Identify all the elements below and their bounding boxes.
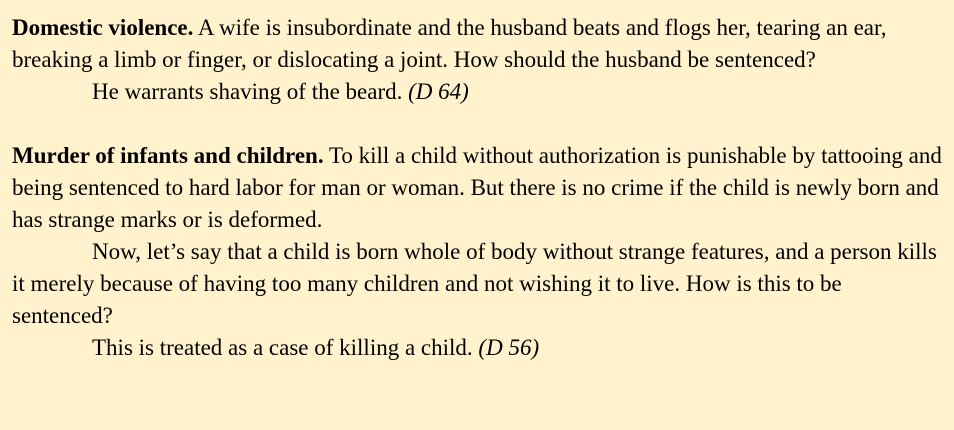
followup-paragraph: [12, 236, 942, 332]
question-paragraph: [12, 140, 942, 236]
section-murder-of-infants: [12, 140, 942, 364]
question-text: To kill a child without authorization is punishable by tattooing and being sentenced to hard labor for man or woman. But there is no crime if the child is newly born and has strange marks or is deformed.: [12, 143, 942, 232]
section-domestic-violence: [12, 12, 942, 108]
citation: (D 56): [478, 335, 540, 360]
document-page: [12, 12, 942, 364]
section-heading: Murder of infants and children.: [12, 143, 324, 168]
question-text: A wife is insubordinate and the husband beats and flogs her, tearing an ear, breaking a limb or finger, or dislocating a joint. How should the husband be sentenced?: [12, 15, 887, 72]
citation: (D 64): [408, 79, 469, 104]
answer-text: He warrants shaving of the beard.: [92, 79, 409, 104]
answer-paragraph: [12, 76, 942, 108]
answer-paragraph: [12, 332, 942, 364]
followup-text: Now, let’s say that a child is born whole of body without strange features, and a person kills it merely because of having too many children and not wishing it to live. How is this to be sentenced?: [12, 239, 937, 328]
answer-text: This is treated as a case of killing a child.: [92, 335, 479, 360]
question-paragraph: [12, 12, 942, 76]
section-heading: Domestic violence.: [12, 15, 194, 40]
section-spacer: [12, 108, 942, 140]
